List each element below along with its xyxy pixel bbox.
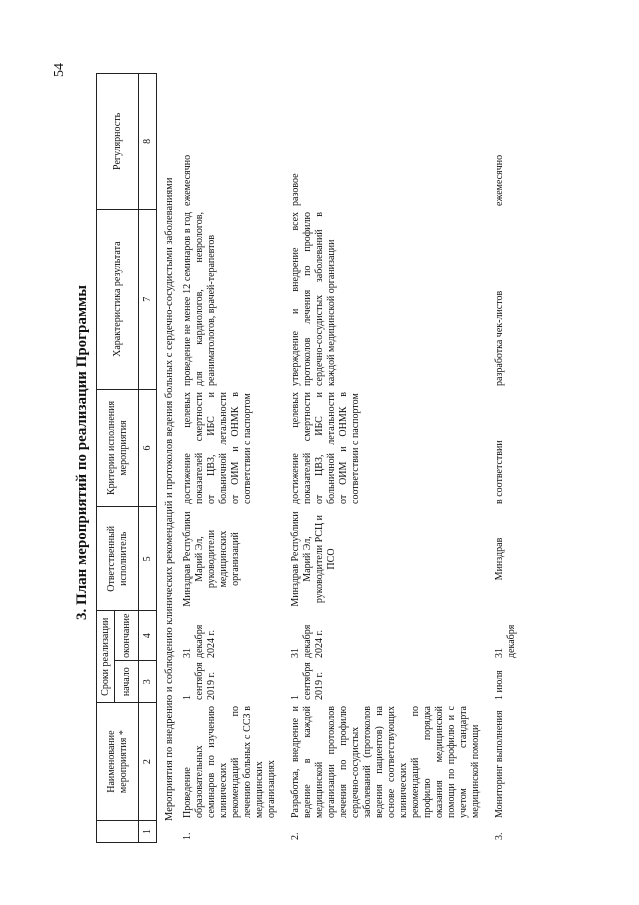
row-regularity: разовое xyxy=(290,173,301,206)
plan-table xyxy=(96,73,530,843)
row-name: Разработка, внедрение и ведение в каждой медицинской организации протоколов лечения по профилю сердечно-сосудистых заболеваний (протоколов ведения пациентов) на основе соответствующих клинических рекомендаций по профилю порядка оказания медицинской помощи по профилю и с учетом стандарта медицинской помощи xyxy=(290,706,481,818)
row-executor: Минздрав xyxy=(494,537,505,581)
row-number: 1. xyxy=(182,832,193,840)
row-number: 2. xyxy=(290,832,301,840)
page-number: 54 xyxy=(52,63,67,77)
header-col5: Ответственный исполнитель xyxy=(97,506,139,610)
section-title: Мероприятия по внедрению и соблюдению клинических рекомендаций и протоколов ведения больных с сердечно-сосудистыми заболеваниями xyxy=(164,177,175,821)
row-number: 3. xyxy=(494,832,505,840)
row-result: разработка чек-листов xyxy=(494,290,505,386)
num-col6: 6 xyxy=(139,389,157,507)
row-criteria: достижение целевых показателей смертности от ЦВЗ, ИБС и больничной летальности от ОИМ и ОНМК в соответствии с паспортом xyxy=(290,392,361,504)
row-executor: Минздрав Республики Марий Эл, руководители медицинских организаций xyxy=(182,511,241,607)
table-row xyxy=(494,73,518,843)
table-row xyxy=(182,73,278,843)
row-criteria: достижение целевых показателей смертности от ЦВЗ, ИБС и больничной летальности от ОИМ и ОНМК в соответствии с паспортом xyxy=(182,392,253,504)
row-regularity: ежемесячно xyxy=(494,154,505,206)
table-row xyxy=(290,73,482,843)
row-result: утверждение и внедрение всех протоколов лечения по профилю сердечно-сосудистых заболеваний в каждой медицинской организации xyxy=(290,212,337,386)
row-name: Мониторинг выполнения xyxy=(494,710,505,818)
row-result: проведение не менее 12 семинаров в год для кардиологов, неврологов, реаниматологов, врачей-терапевтов xyxy=(182,212,217,386)
row-criteria: в соответствии xyxy=(494,440,505,504)
num-col5: 5 xyxy=(139,506,157,610)
row-end: 31 декабря 2024 г. xyxy=(290,624,325,658)
page-title: 3. План мероприятий по реализации Программы xyxy=(74,285,90,620)
num-col4: 4 xyxy=(139,610,157,660)
row-end: 31 декабря xyxy=(494,624,517,658)
row-name: Проведение образовательных семинаров по изучению клинических рекомендаций по лечению больных с ССЗ в медицинских организациях xyxy=(182,706,277,818)
row-start: 1 сентября 2019 г. xyxy=(182,662,217,700)
num-col3: 3 xyxy=(139,660,157,702)
num-col7: 7 xyxy=(139,209,157,389)
num-col2: 2 xyxy=(139,702,157,820)
header-col8: Регулярность xyxy=(97,73,139,209)
header-col3: начало xyxy=(115,660,139,702)
table-header xyxy=(96,73,157,843)
header-col7: Характеристика результата xyxy=(97,209,139,389)
header-dates: Сроки реализации xyxy=(97,610,115,702)
header-col1 xyxy=(97,820,139,842)
header-col4: окончание xyxy=(115,610,139,660)
row-executor: Минздрав Республики Марий Эл, руководители РСЦ и ПСО xyxy=(290,511,337,607)
row-start: 1 июля xyxy=(494,670,505,700)
header-col6: Критерии исполнения мероприятия xyxy=(97,389,139,507)
num-col1: 1 xyxy=(139,820,157,842)
header-col2: Наименование мероприятия * xyxy=(97,702,139,820)
header-dates-group xyxy=(97,610,139,702)
row-start: 1 сентября 2019 г. xyxy=(290,662,325,700)
row-end: 31 декабря 2024 г. xyxy=(182,624,217,658)
row-regularity: ежемесячно xyxy=(182,154,193,206)
num-col8: 8 xyxy=(139,73,157,209)
